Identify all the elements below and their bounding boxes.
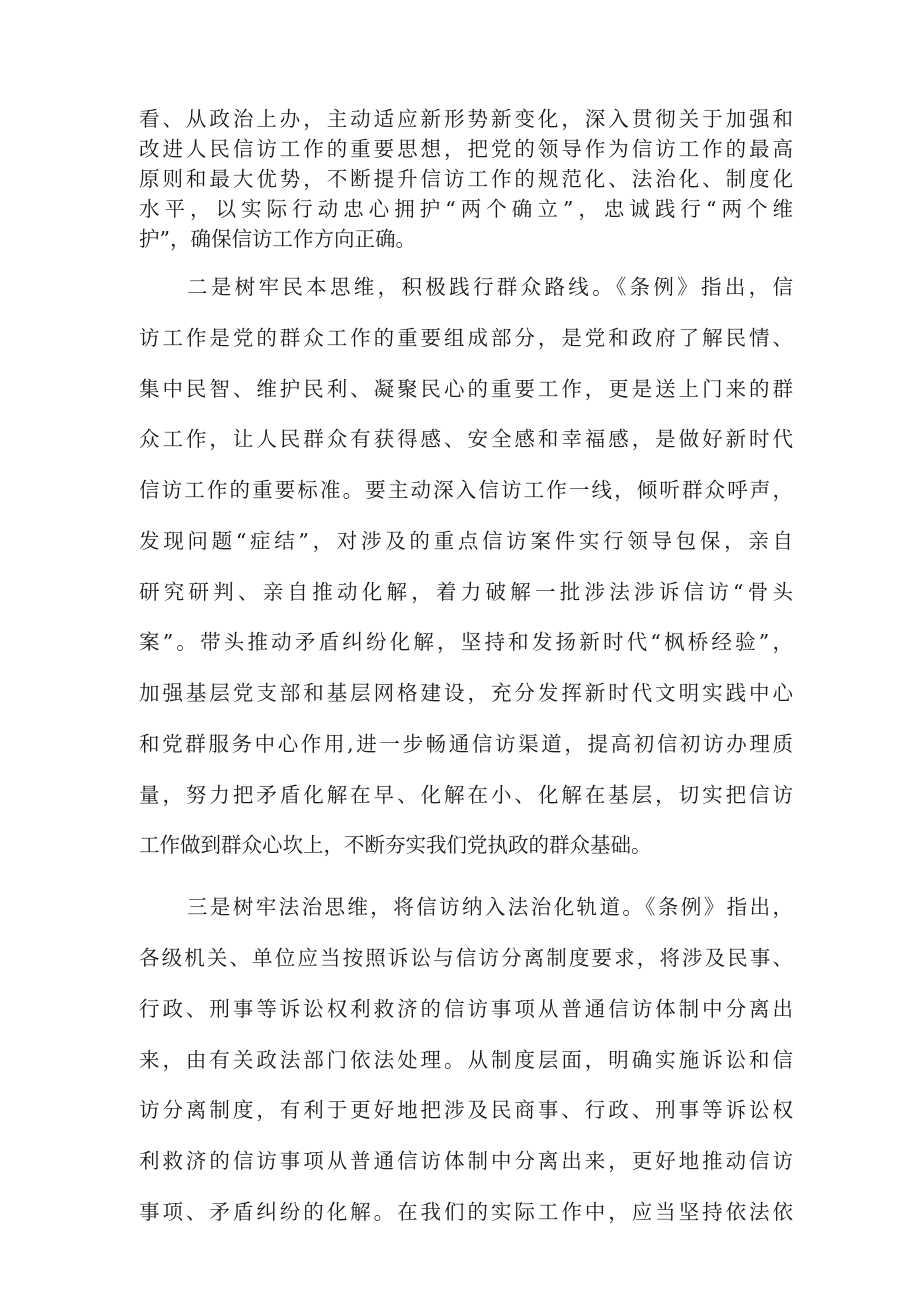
paragraph-1-line-3: 原则和最大优势，不断提升信访工作的规范化、法治化、制度化 bbox=[139, 167, 793, 191]
paragraph-2-line-5: 信访工作的重要标准。要主动深入信访工作一线，倾听群众呼声， bbox=[139, 478, 793, 502]
paragraph-3-line-7: 事项、矛盾纠纷的化解。在我们的实际工作中，应当坚持依法依 bbox=[139, 1200, 793, 1224]
paragraph-3-line-2: 各级机关、单位应当按照诉讼与信访分离制度要求，将涉及民事、 bbox=[139, 946, 793, 970]
paragraph-2-line-12: 工作做到群众心坎上，不断夯实我们党执政的群众基础。 bbox=[139, 833, 652, 857]
paragraph-2-line-1: 二是树牢民本思维，积极践行群众路线。《条例》指出，信 bbox=[187, 275, 793, 299]
paragraph-1-line-5: 护”，确保信访工作方向正确。 bbox=[139, 227, 416, 251]
paragraph-3-line-4: 来，由有关政法部门依法处理。从制度层面，明确实施诉讼和信 bbox=[139, 1048, 793, 1072]
paragraph-2-line-11: 量，努力把矛盾化解在早、化解在小、化解在基层，切实把信访 bbox=[139, 783, 793, 807]
paragraph-3-line-3: 行政、刑事等诉讼权利救济的信访事项从普通信访体制中分离出 bbox=[139, 997, 793, 1021]
paragraph-2-line-7: 研究研判、亲自推动化解，着力破解一批涉法涉诉信访“骨头 bbox=[139, 580, 793, 604]
paragraph-2-line-10: 和党群服务中心作用,进一步畅通信访渠道，提高初信初访办理质 bbox=[139, 732, 793, 756]
paragraph-2-line-4: 众工作，让人民群众有获得感、安全感和幸福感，是做好新时代 bbox=[139, 427, 793, 451]
paragraph-2-line-9: 加强基层党支部和基层网格建设，充分发挥新时代文明实践中心 bbox=[139, 681, 793, 705]
paragraph-1-line-2: 改进人民信访工作的重要思想，把党的领导作为信访工作的最高 bbox=[139, 137, 793, 161]
paragraph-2-line-8: 案”。带头推动矛盾纠纷化解，坚持和发扬新时代“枫桥经验”， bbox=[139, 630, 793, 654]
paragraph-3-line-1: 三是树牢法治思维，将信访纳入法治化轨道。《条例》指出， bbox=[187, 895, 793, 919]
paragraph-1-line-4: 水平，以实际行动忠心拥护“两个确立”，忠诚践行“两个维 bbox=[139, 197, 793, 221]
paragraph-3-line-6: 利救济的信访事项从普通信访体制中分离出来，更好地推动信访 bbox=[139, 1149, 793, 1173]
paragraph-1-line-1: 看、从政治上办，主动适应新形势新变化，深入贯彻关于加强和 bbox=[139, 107, 793, 131]
paragraph-2-line-3: 集中民智、维护民利、凝聚民心的重要工作，更是送上门来的群 bbox=[139, 377, 793, 401]
paragraph-2-line-6: 发现问题“症结”，对涉及的重点信访案件实行领导包保，亲自 bbox=[139, 529, 793, 553]
paragraph-2-line-2: 访工作是党的群众工作的重要组成部分，是党和政府了解民情、 bbox=[139, 326, 793, 350]
paragraph-3-line-5: 访分离制度，有利于更好地把涉及民商事、行政、刑事等诉讼权 bbox=[139, 1098, 793, 1122]
